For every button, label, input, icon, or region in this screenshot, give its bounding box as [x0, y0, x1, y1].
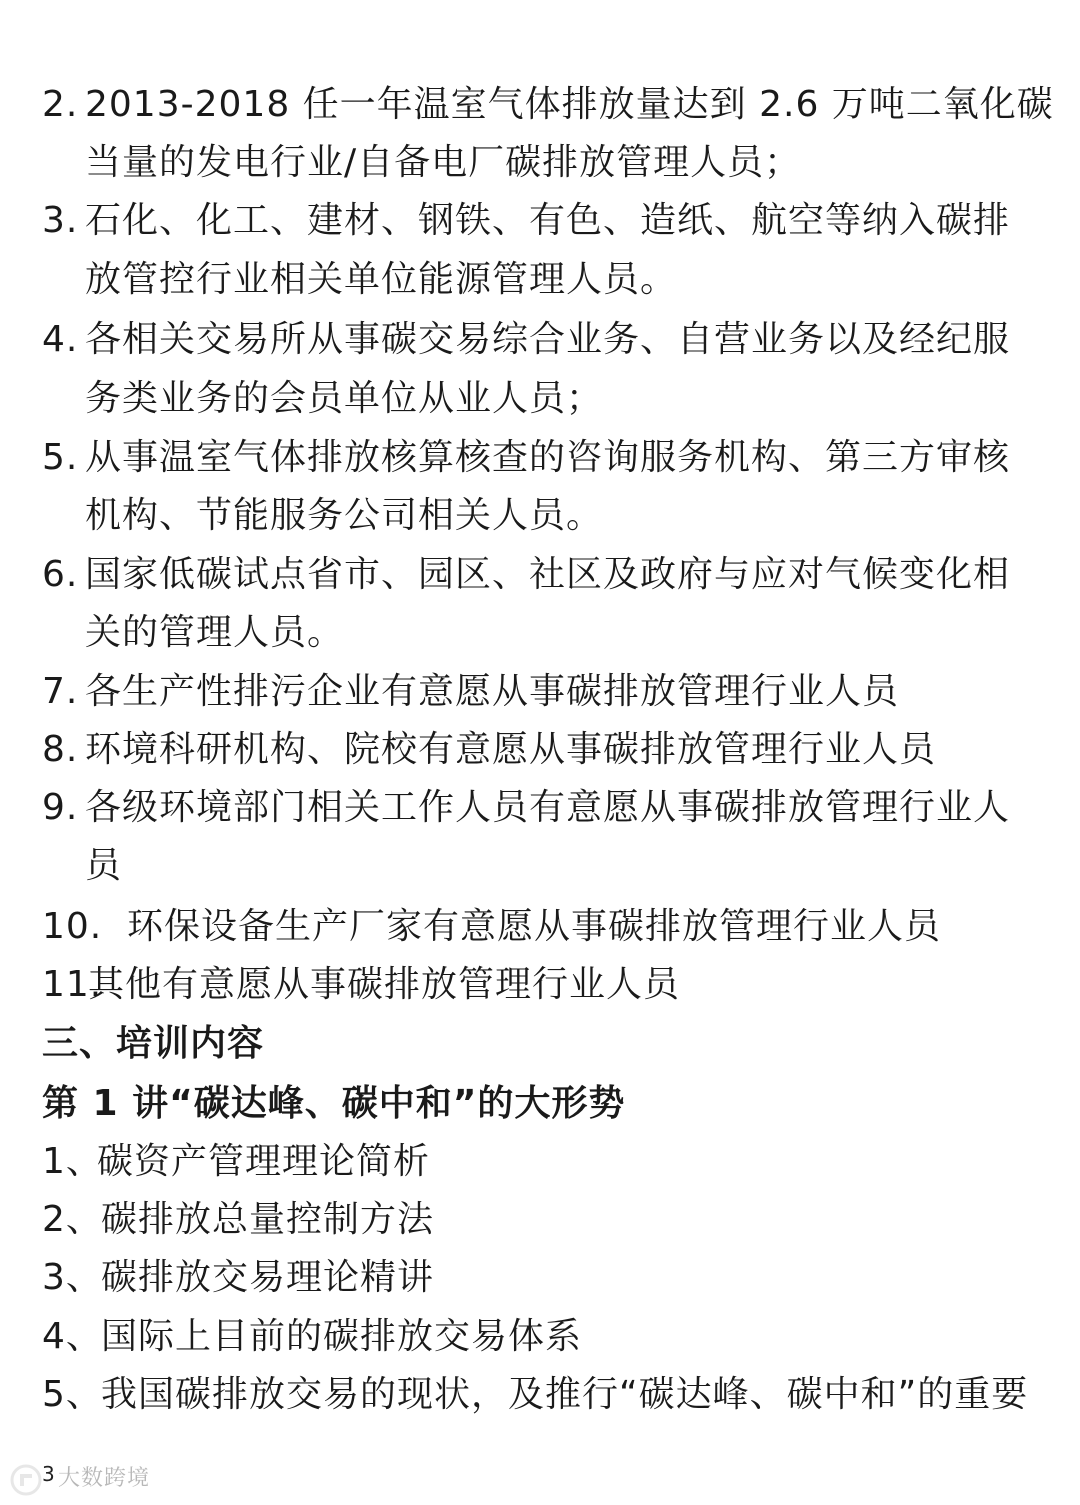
item-number: 8. [42, 729, 79, 770]
item-number: 9. [42, 787, 79, 828]
topic-text: 碳排放交易理论精讲 [101, 1257, 435, 1298]
item-number: 5. [42, 437, 79, 478]
item-text: 各级环境部门相关工作人员有意愿从事碳排放管理行业人 [85, 787, 1011, 828]
item-text-continued: 务类业务的会员单位从业人员； [85, 378, 604, 419]
item-text: 环境科研机构、院校有意愿从事碳排放管理行业人员 [85, 729, 937, 770]
item-text-continued: 机构、节能服务公司相关人员。 [85, 495, 604, 536]
item-text-continued: 员 [85, 845, 123, 886]
item-text: 2013-2018 任一年温室气体排放量达到 2.6 万吨二氧化碳 [85, 84, 1054, 125]
item-text: 环保设备生产厂家有意愿从事碳排放管理行业人员 [127, 906, 942, 947]
item-text: 石化、化工、建材、钢铁、有色、造纸、航空等纳入碳排 [85, 200, 1011, 241]
item-number: 10. [42, 906, 103, 947]
topic-text: 我国碳排放交易的现状，及推行“碳达峰、碳中和”的重要 [101, 1374, 1029, 1415]
item-text: 其他有意愿从事碳排放管理行业人员 [88, 964, 681, 1005]
watermark-text: 大数跨境 [58, 1466, 151, 1491]
section-heading: 三、培训内容 [42, 1023, 265, 1064]
topic-number: 5、 [42, 1374, 103, 1415]
item-text-continued: 放管控行业相关单位能源管理人员。 [85, 259, 678, 300]
page-number: 3 [42, 1462, 55, 1486]
item-number: 6. [42, 554, 79, 595]
item-text-continued: 当量的发电行业/自备电厂碳排放管理人员； [85, 142, 802, 183]
topic-number: 4、 [42, 1316, 103, 1357]
lecture-heading: 第 1 讲“碳达峰、碳中和”的大形势 [42, 1083, 626, 1124]
item-text: 国家低碳试点省市、园区、社区及政府与应对气候变化相 [85, 554, 1011, 595]
item-number: 7. [42, 671, 79, 712]
topic-text: 国际上目前的碳排放交易体系 [101, 1316, 583, 1357]
item-text: 从事温室气体排放核算核查的咨询服务机构、第三方审核 [85, 437, 1011, 478]
item-number: 11. [42, 964, 103, 1005]
item-text-continued: 关的管理人员。 [85, 612, 345, 653]
topic-number: 2、 [42, 1199, 103, 1240]
topic-number: 1、 [42, 1141, 103, 1182]
item-number: 2. [42, 84, 79, 125]
item-number: 4. [42, 319, 79, 360]
item-text: 各生产性排污企业有意愿从事碳排放管理行业人员 [85, 671, 900, 712]
topic-text: 碳排放总量控制方法 [101, 1199, 435, 1240]
item-text: 各相关交易所从事碳交易综合业务、自营业务以及经纪服 [85, 319, 1011, 360]
item-number: 3. [42, 200, 79, 241]
topic-text: 碳资产管理理论简析 [97, 1141, 431, 1182]
topic-number: 3、 [42, 1257, 103, 1298]
